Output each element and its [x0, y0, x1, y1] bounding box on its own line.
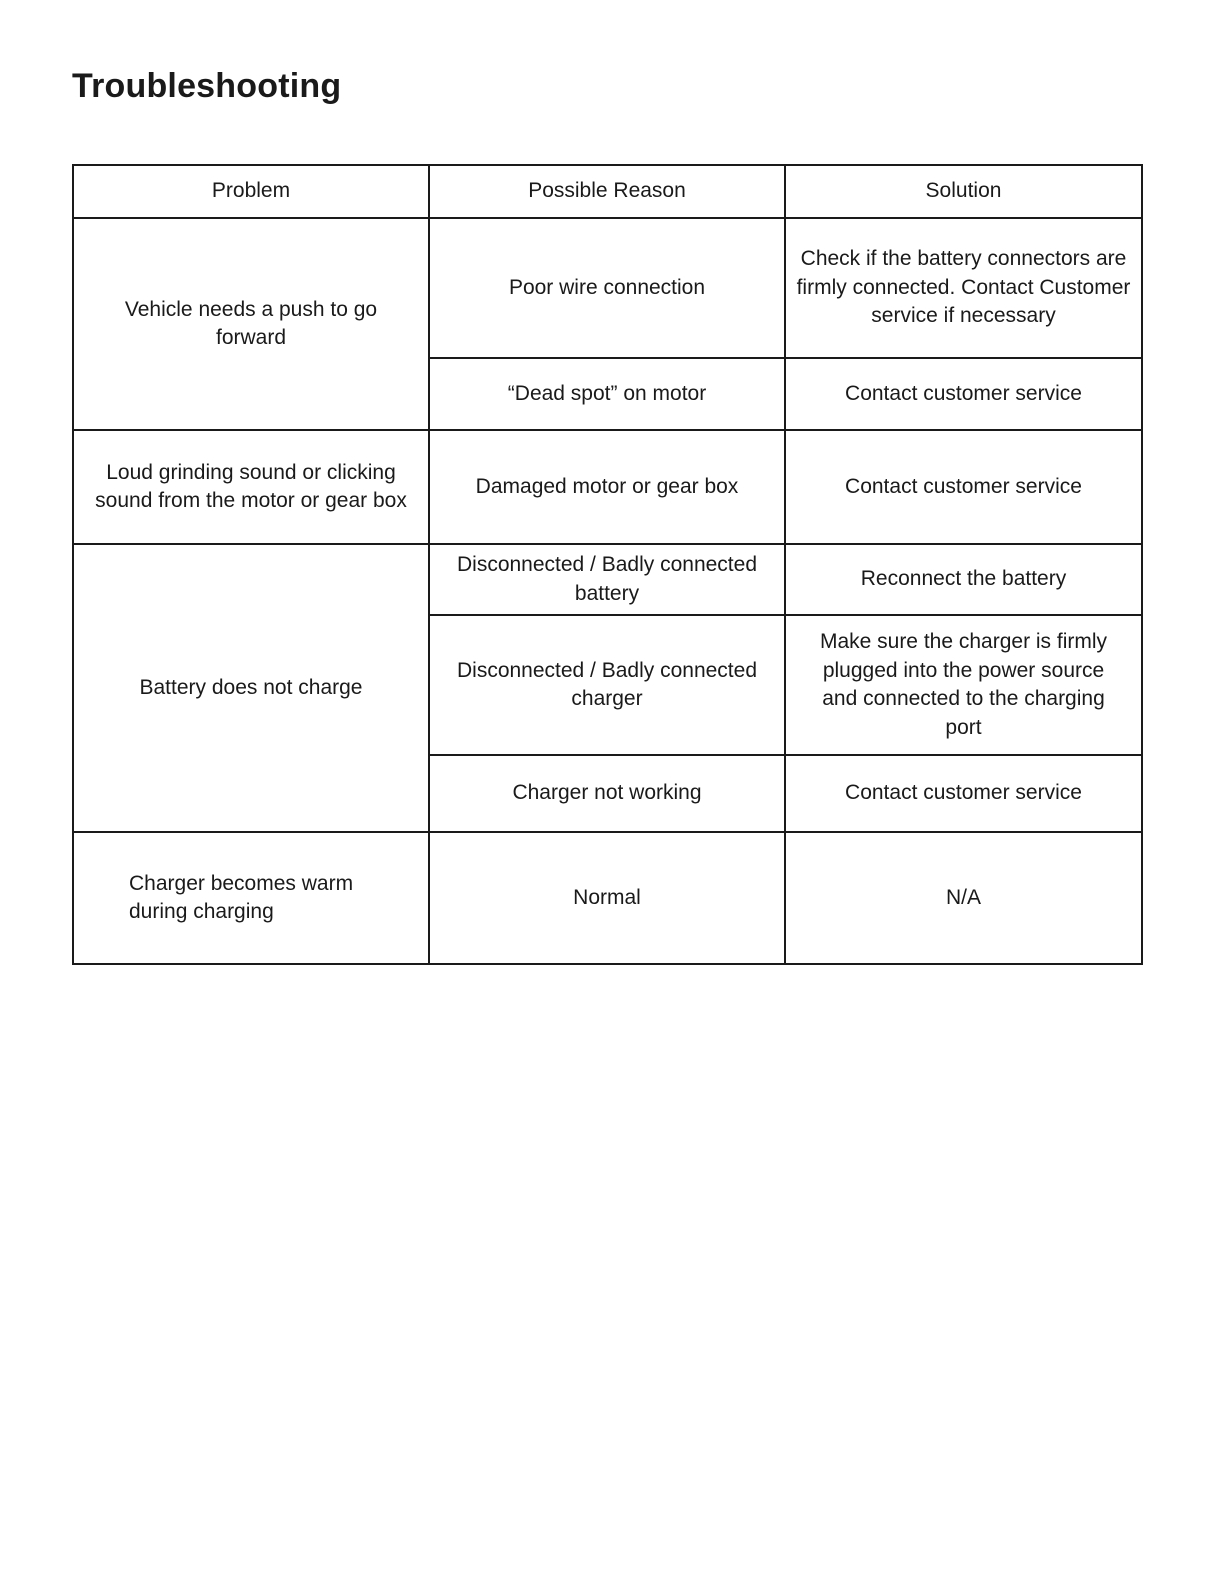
header-problem: Problem — [73, 165, 429, 218]
reason-cell: Damaged motor or gear box — [429, 430, 785, 544]
reason-cell: Charger not working — [429, 755, 785, 832]
reason-cell: Poor wire connection — [429, 218, 785, 358]
solution-cell: Check if the battery connectors are firmly connected. Contact Customer service if necessary — [785, 218, 1142, 358]
header-solution: Solution — [785, 165, 1142, 218]
solution-cell: N/A — [785, 832, 1142, 964]
reason-cell: Disconnected / Badly connected charger — [429, 615, 785, 755]
table-row — [73, 218, 1142, 358]
problem-cell: Loud grinding sound or clicking sound from the motor or gear box — [73, 430, 429, 544]
problem-cell — [73, 218, 429, 430]
table-header-row — [73, 165, 1142, 218]
solution-cell: Contact customer service — [785, 430, 1142, 544]
solution-cell: Contact customer service — [785, 358, 1142, 430]
header-possible-reason: Possible Reason — [429, 165, 785, 218]
table-row — [73, 832, 1142, 964]
solution-cell: Contact customer service — [785, 755, 1142, 832]
table-row — [73, 430, 1142, 544]
problem-text: Vehicle needs a push to go forward — [124, 297, 378, 349]
troubleshooting-table — [72, 164, 1143, 965]
problem-cell: Battery does not charge — [73, 544, 429, 832]
problem-cell: Charger becomes warm during charging — [73, 832, 429, 964]
solution-cell: Make sure the charger is firmly plugged into the power source and connected to the charging port — [785, 615, 1142, 755]
solution-cell: Reconnect the battery — [785, 544, 1142, 615]
reason-cell: Normal — [429, 832, 785, 964]
reason-cell: Disconnected / Badly connected battery — [429, 544, 785, 615]
page-title: Troubleshooting — [72, 67, 342, 105]
reason-cell: “Dead spot” on motor — [429, 358, 785, 430]
table-row — [73, 544, 1142, 615]
